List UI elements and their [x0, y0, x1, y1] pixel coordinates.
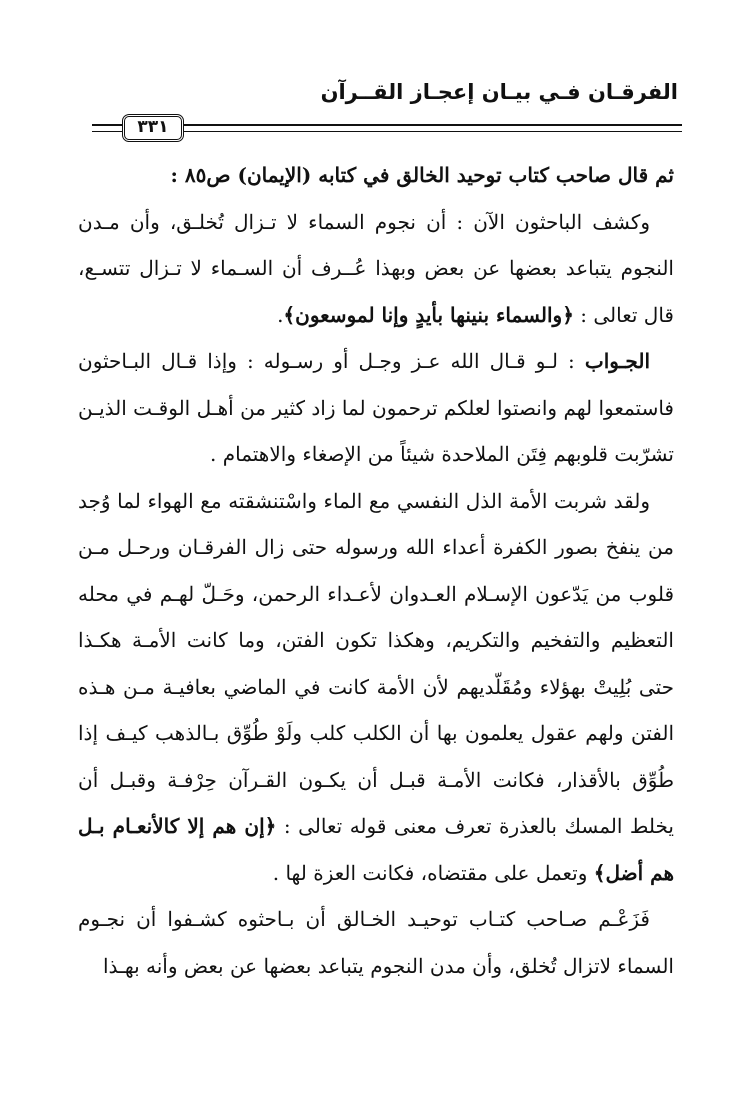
paragraph-text-end: .	[277, 302, 284, 327]
paragraph-text-end: وتعمل على مقتضاه، فكانت العزة لها .	[272, 860, 594, 885]
section-heading-text: ثم قال صاحب كتاب توحيد الخالق في كتابه (الإيمان) ص٨٥ :	[170, 163, 674, 187]
paragraph	[78, 338, 674, 478]
body-text	[78, 152, 674, 989]
paragraph-text: فَزَعْـم صـاحب كتـاب توحيـد الخـالق أن بـاحثوه كشـفوا أن نجـوم السماء لاتزال تُخلق، وأن مدن النجوم يتباعد بعضها عن بعض وأنه بهـذا	[78, 907, 674, 978]
page-number: ٣٣١	[122, 114, 184, 142]
answer-label: الجـواب	[584, 349, 650, 373]
quran-quote: ﴿إن هم إلا كالأنعـام بـل هم أضل﴾	[78, 814, 674, 885]
paragraph	[78, 478, 674, 897]
paragraph	[78, 199, 674, 339]
running-title: الفرقـان فـي بيـان إعجـاز القــرآن	[320, 80, 678, 104]
paragraph-text: : لـو قـال الله عـز وجـل أو رسـوله : وإذا قـال البـاحثون فاستمعوا لهم وانصتوا لعلكم ترحمون لما زاد كثير من أهـل الوقـت الذيـن تشرّبت قلوبهم فِتَن الملاحدة شيئاً من الإصغاء والاهتمام .	[78, 349, 674, 466]
section-heading	[78, 152, 674, 199]
paragraph-text: وكشف الباحثون الآن : أن نجوم السماء لا تـزال تُخلـق، وأن مـدن النجوم يتباعد بعضها عن بعض وبهذا عُــرف أن السـماء لا تـزال تتسـع، قال تعالى :	[78, 209, 674, 327]
paragraph-text: ولقد شربت الأمة الذل النفسي مع الماء واسْتنشقته مع الهواء لما وُجد من ينفخ بصور الكفرة أعداء الله ورسوله حتى زال الفرقـان ورحـل مـن قلوب من يَدّعون الإسـلام العـدوان لأعـداء الرحمن، وحَـلّ لهـم في محله التعظيم والتفخيم والتكريم، وهكذا تكون الفتن، وما كانت الأمـة هكـذا حتى بُلِيتْ بهؤلاء ومُقَلّديهم لأن الأمة كانت في الماضي بعافيـة مـن هـذه الفتن ولهم عقول يعلمون بها أن الكلب كلب ولَوْ طُوِّق بـالذهب كيـف إذا طُوِّق بالأقذار، فكانت الأمـة قبـل أن يكـون القـرآن حِرْفـة وقبـل أن يخلط المسك بالعذرة تعرف معنى قوله تعالى :	[78, 488, 674, 838]
paragraph	[78, 896, 674, 989]
quran-quote: ﴿والسماء بنينها بأيدٍ وإنا لموسعون﴾	[283, 302, 574, 327]
